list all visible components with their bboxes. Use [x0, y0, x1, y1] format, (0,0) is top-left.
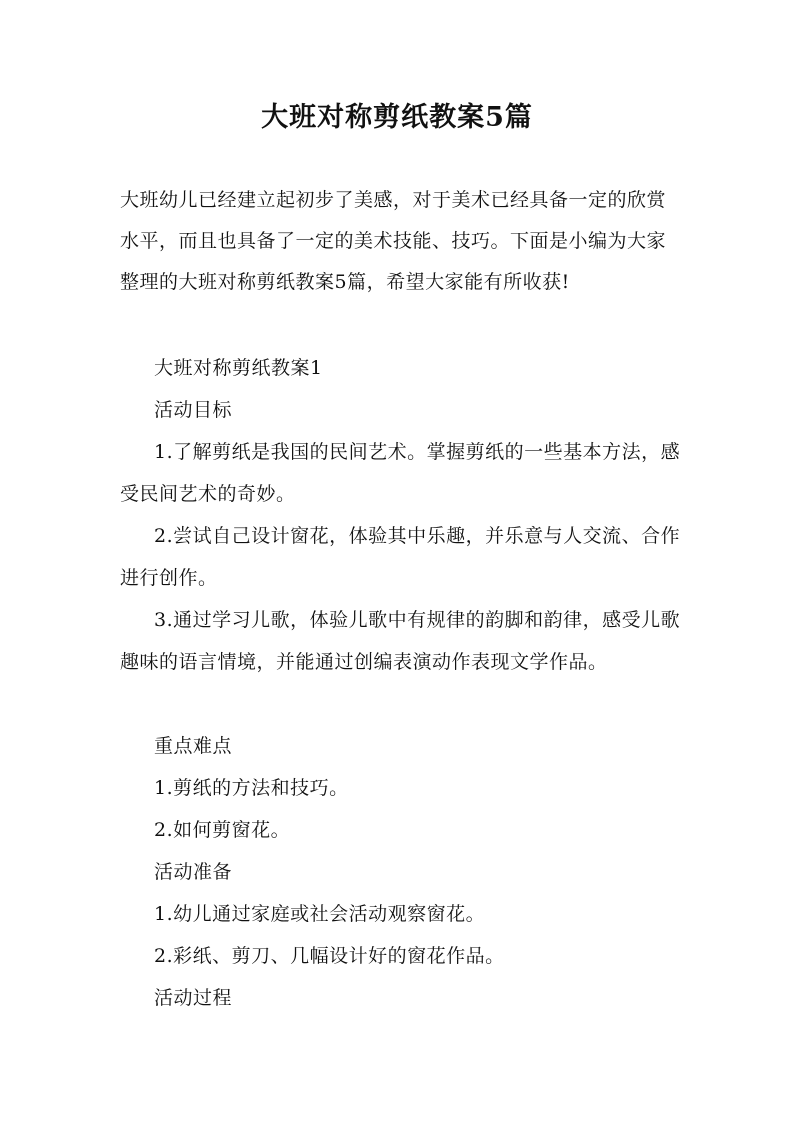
preparation-item-1: 1.幼儿通过家庭或社会活动观察窗花。 [154, 903, 486, 925]
goal-item-2: 2.尝试自己设计窗花，体验其中乐趣，并乐意与人交流、合作进行创作。 [120, 525, 681, 589]
section-heading-lesson-1: 大班对称剪纸教案1 [154, 357, 323, 379]
section-heading-preparation: 活动准备 [154, 861, 233, 883]
document-title: 大班对称剪纸教案5篇 [261, 102, 533, 133]
intro-paragraph: 大班幼儿已经建立起初步了美感，对于美术已经具备一定的欣赏水平，而且也具备了一定的美术技能、技巧。下面是小编为大家整理的大班对称剪纸教案5篇，希望大家能有所收获! [120, 189, 667, 293]
preparation-item-2: 2.彩纸、剪刀、几幅设计好的窗花作品。 [154, 945, 505, 967]
key-point-item-1: 1.剪纸的方法和技巧。 [154, 777, 349, 799]
key-point-item-2: 2.如何剪窗花。 [154, 819, 291, 841]
section-heading-process: 活动过程 [154, 987, 233, 1009]
goal-item-1: 1.了解剪纸是我国的民间艺术。掌握剪纸的一些基本方法，感受民间艺术的奇妙。 [120, 441, 681, 505]
section-heading-goals: 活动目标 [154, 399, 233, 421]
section-heading-key-points: 重点难点 [154, 735, 233, 757]
goal-item-3: 3.通过学习儿歌，体验儿歌中有规律的韵脚和韵律，感受儿歌趣味的语言情境，并能通过创编表演动作表现文学作品。 [120, 609, 681, 673]
